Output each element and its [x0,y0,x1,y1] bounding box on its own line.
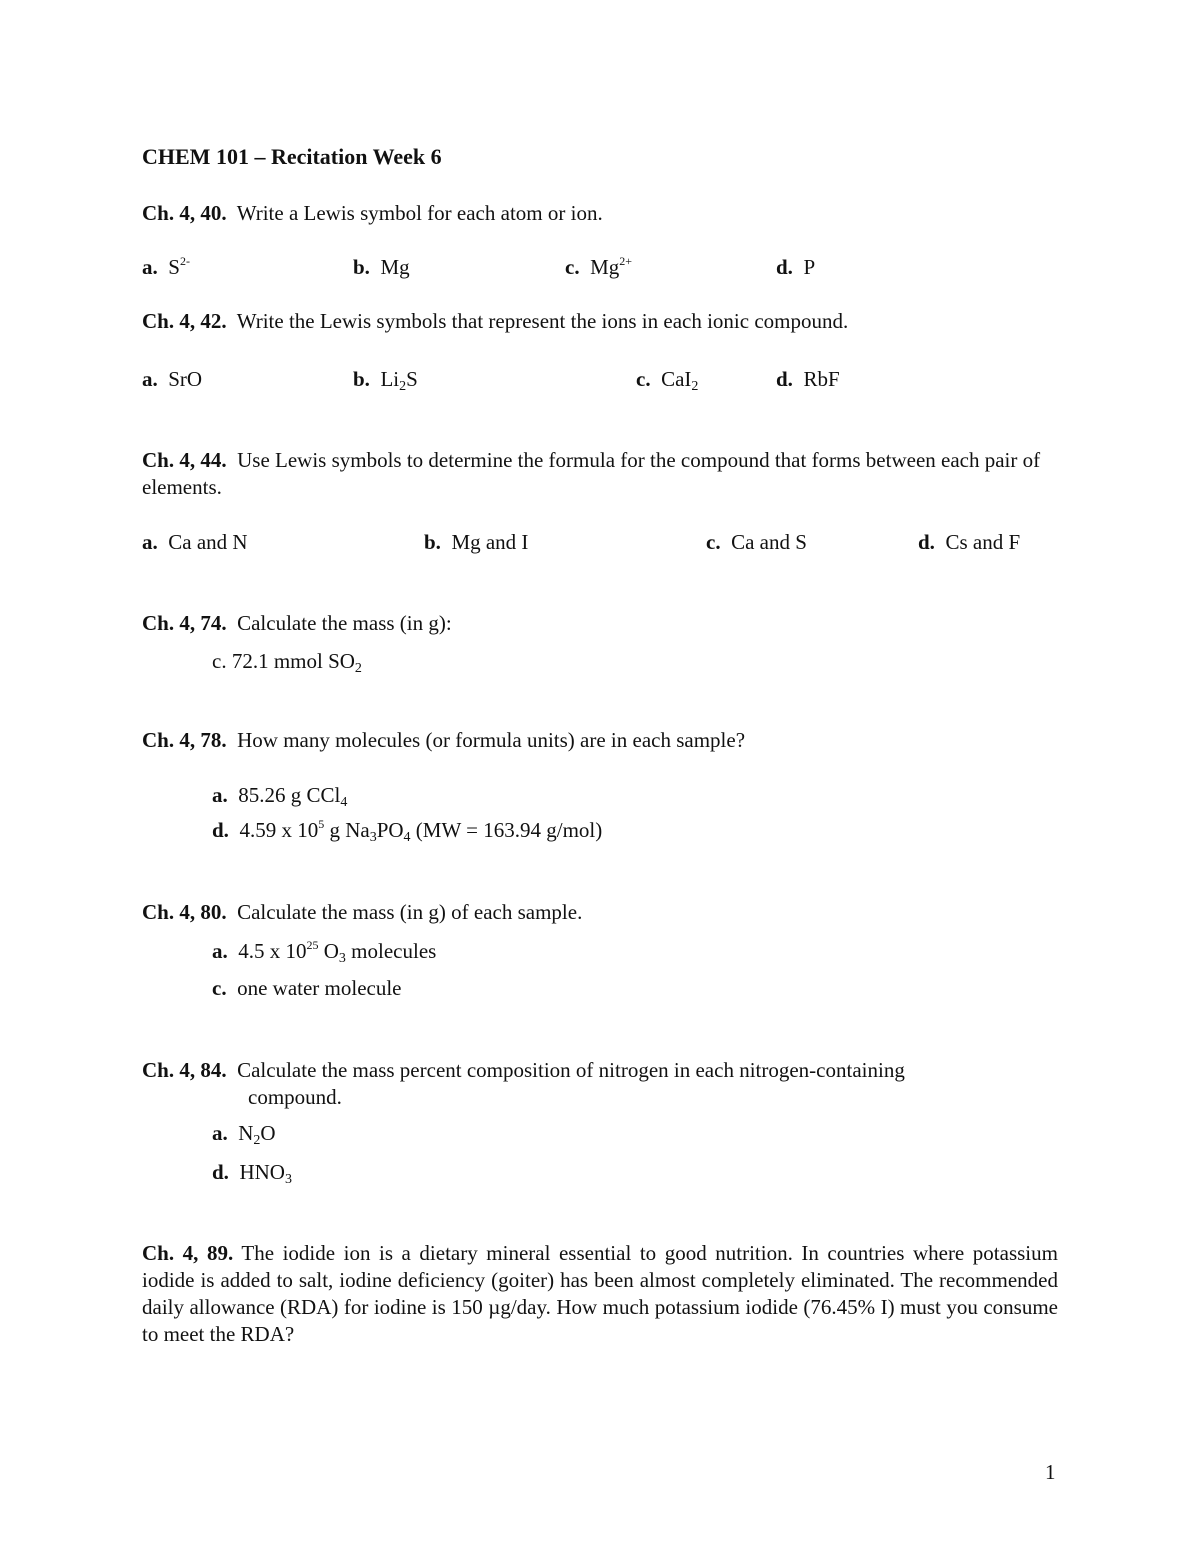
option-a: a. $S^{2-}$ [142,254,190,279]
option-d: d. RbF [776,367,840,391]
question-label: Ch. 4, 78. [142,728,227,752]
question-label: Ch. 4, 42. [142,309,227,333]
question-text-cont: compound. [248,1085,342,1109]
option-d: d. Cs and F [918,530,1021,554]
q84-option-a: a. $N_2O$ [212,1121,276,1148]
option-d: d. P [776,255,816,279]
question-text: The iodide ion is a dietary mineral essential to good nutrition. In countries where potassium iodide is added to salt, iodine deficiency (goiter) has been almost completely eliminated. The recommended daily allowance (RDA) for iodine is 150 µg/day. How much potassium iodide (76.45% I) must you consume to meet the RDA? [142,1241,1058,1346]
question-text: Calculate the mass percent composition of nitrogen in each nitrogen-containing [237,1058,905,1082]
option-c: c. Ca and S [706,530,807,554]
question-label: Ch. 4, 80. [142,900,227,924]
question-text: Use Lewis symbols to determine the formula for the compound that forms between each pair of elements. [142,448,1041,499]
question-label: Ch. 4, 40. [142,201,227,225]
option-b: b. Mg [353,255,410,279]
question-text: Write a Lewis symbol for each atom or ion. [236,201,603,225]
question-text: How many molecules (or formula units) are in each sample? [237,728,746,752]
question-label: Ch. 4, 44. [142,448,227,472]
option-b: b. Mg and I [424,530,529,554]
q80-option-a: a. 4.5 x $10^{25}$ $O_3$ molecules [212,938,437,966]
option-c: c. $Mg^{2+}$ [565,254,633,279]
question-74 [142,610,452,636]
question-42 [142,308,848,334]
question-text: Calculate the mass (in g) of each sample. [237,900,583,924]
option-b: b. $Li_2S$ [353,367,418,394]
question-78 [142,727,745,753]
page-number: 1 [1045,1460,1056,1484]
question-label: Ch. 4, 74. [142,611,227,635]
q78-option-a: a. 85.26 g CCl$_4$ [212,783,348,810]
question-label: Ch. 4, 84. [142,1058,227,1082]
option-a: a. SrO [142,367,203,391]
option-a: a. Ca and N [142,530,248,554]
q74-option-c: c. 72.1 mmol $SO_2$ [212,649,362,676]
question-44 [142,447,1042,501]
question-89 [142,1240,1058,1348]
question-text: Write the Lewis symbols that represent the ions in each ionic compound. [236,309,849,333]
question-84 [142,1057,905,1083]
question-40 [142,200,603,226]
question-text: Calculate the mass (in g): [237,611,452,635]
q78-option-d: d. 4.59 x $10^5$ g $Na_3PO_4$ (MW = 163.94 g/mol) [212,817,603,845]
question-label: Ch. 4, 89. [142,1241,234,1265]
q84-option-d: d. $HNO_3$ [212,1160,292,1187]
question-80 [142,899,582,925]
page-title: CHEM 101 – Recitation Week 6 [142,144,442,169]
q80-option-c: c. one water molecule [212,976,402,1000]
option-c: c. CaI$_2$ [636,367,699,394]
